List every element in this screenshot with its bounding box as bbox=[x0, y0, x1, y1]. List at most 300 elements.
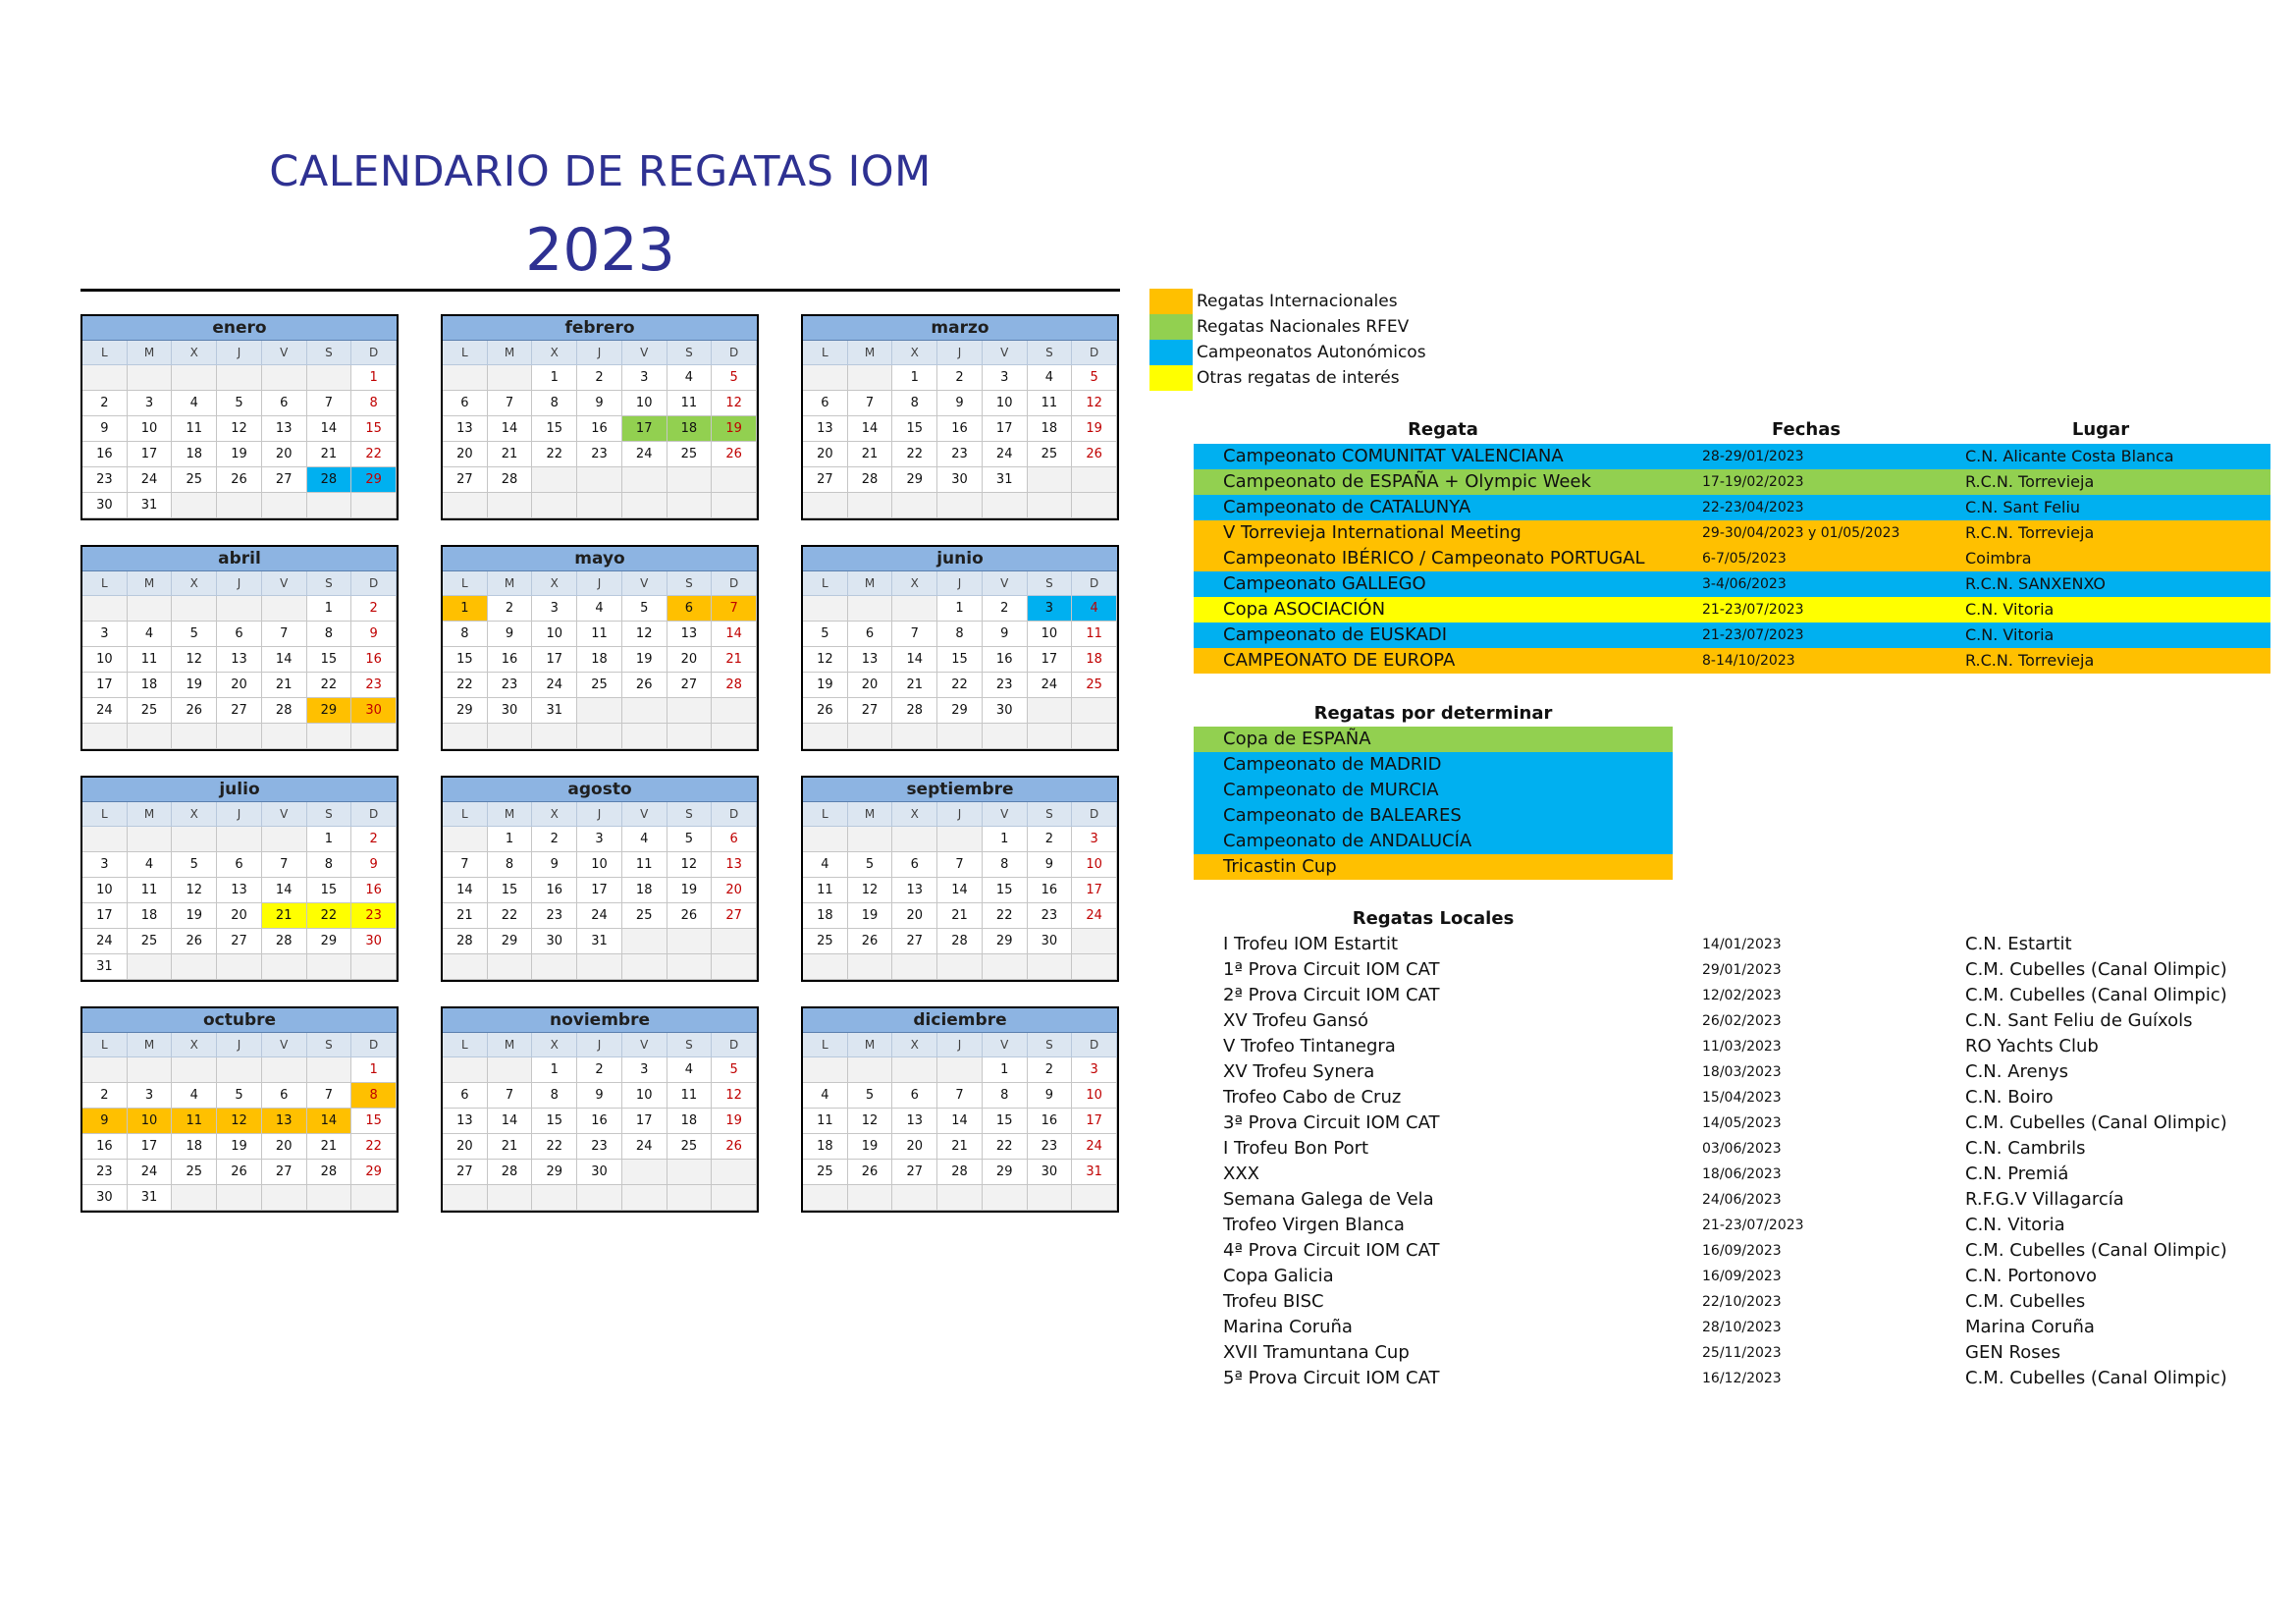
day-cell: 9 bbox=[577, 1083, 622, 1109]
empty-day-cell bbox=[217, 493, 262, 518]
day-cell: 22 bbox=[351, 1134, 397, 1160]
empty-day-cell bbox=[1028, 467, 1073, 493]
month-days-grid bbox=[803, 1033, 1117, 1211]
day-cell: 4 bbox=[622, 827, 667, 852]
day-cell: 29 bbox=[937, 698, 983, 724]
day-cell: 27 bbox=[443, 467, 488, 493]
day-cell: 7 bbox=[937, 1083, 983, 1109]
empty-day-cell bbox=[172, 365, 217, 391]
empty-day-cell bbox=[712, 929, 757, 954]
regatta-place: R.C.N. SANXENXO bbox=[1965, 574, 2106, 593]
regatta-place: C.N. Sant Feliu de Guíxols bbox=[1965, 1010, 2193, 1031]
day-cell: 4 bbox=[128, 622, 173, 647]
day-cell: 30 bbox=[1028, 1160, 1073, 1185]
weekday-header: X bbox=[532, 341, 577, 365]
day-cell: 16 bbox=[937, 416, 983, 442]
empty-day-cell bbox=[892, 827, 937, 852]
day-cell: 25 bbox=[803, 1160, 848, 1185]
month-days-grid bbox=[443, 802, 757, 980]
empty-day-cell bbox=[488, 954, 533, 980]
empty-day-cell bbox=[577, 467, 622, 493]
weekday-header: L bbox=[803, 571, 848, 596]
empty-day-cell bbox=[937, 724, 983, 749]
empty-day-cell bbox=[82, 1057, 128, 1083]
empty-day-cell bbox=[488, 1057, 533, 1083]
weekday-header: J bbox=[937, 571, 983, 596]
empty-day-cell bbox=[307, 724, 352, 749]
local-regatta-row bbox=[1194, 983, 2270, 1008]
header-regata: Regata bbox=[1408, 419, 1478, 440]
legend-item bbox=[1149, 314, 1426, 340]
weekday-header: S bbox=[307, 341, 352, 365]
empty-day-cell bbox=[712, 493, 757, 518]
month-days-grid bbox=[803, 341, 1117, 518]
day-cell: 22 bbox=[983, 903, 1028, 929]
day-cell: 28 bbox=[937, 1160, 983, 1185]
regatta-name: V Torrevieja International Meeting bbox=[1223, 522, 1522, 543]
pending-regatta-row bbox=[1194, 752, 1673, 778]
regatta-row bbox=[1194, 546, 2270, 571]
weekday-header: M bbox=[848, 1033, 893, 1057]
empty-day-cell bbox=[172, 954, 217, 980]
empty-day-cell bbox=[1028, 954, 1073, 980]
weekday-header: D bbox=[351, 571, 397, 596]
month-days-grid bbox=[82, 802, 397, 980]
local-regatta-row bbox=[1194, 1187, 2270, 1213]
day-cell: 25 bbox=[172, 1160, 217, 1185]
empty-day-cell bbox=[262, 1185, 307, 1211]
day-cell: 13 bbox=[262, 1109, 307, 1134]
day-cell: 20 bbox=[262, 1134, 307, 1160]
month-calendar bbox=[801, 314, 1119, 520]
day-cell: 8 bbox=[307, 852, 352, 878]
empty-day-cell bbox=[1072, 929, 1117, 954]
regatta-place: R.C.N. Torrevieja bbox=[1965, 523, 2095, 542]
day-cell: 27 bbox=[262, 467, 307, 493]
day-cell: 17 bbox=[1028, 647, 1073, 673]
weekday-header: D bbox=[351, 341, 397, 365]
regatta-date: 25/11/2023 bbox=[1702, 1345, 1782, 1361]
day-cell: 13 bbox=[803, 416, 848, 442]
day-cell: 1 bbox=[307, 596, 352, 622]
legend-label: Regatas Internacionales bbox=[1197, 292, 1398, 311]
weekday-header: J bbox=[577, 571, 622, 596]
empty-day-cell bbox=[892, 1185, 937, 1211]
empty-day-cell bbox=[443, 493, 488, 518]
weekday-header: S bbox=[667, 1033, 713, 1057]
empty-day-cell bbox=[577, 724, 622, 749]
weekday-header: S bbox=[667, 571, 713, 596]
day-cell: 10 bbox=[622, 391, 667, 416]
empty-day-cell bbox=[983, 493, 1028, 518]
regatta-name: XXX bbox=[1223, 1164, 1259, 1184]
day-cell: 15 bbox=[532, 416, 577, 442]
day-cell: 14 bbox=[712, 622, 757, 647]
header-lugar: Lugar bbox=[2071, 419, 2130, 440]
weekday-header: D bbox=[712, 802, 757, 827]
empty-day-cell bbox=[262, 724, 307, 749]
day-cell: 17 bbox=[577, 878, 622, 903]
day-cell: 16 bbox=[983, 647, 1028, 673]
empty-day-cell bbox=[983, 1185, 1028, 1211]
day-cell: 26 bbox=[217, 467, 262, 493]
regatta-row bbox=[1194, 623, 2270, 648]
day-cell: 14 bbox=[307, 1109, 352, 1134]
empty-day-cell bbox=[803, 596, 848, 622]
empty-day-cell bbox=[351, 493, 397, 518]
day-cell: 21 bbox=[262, 673, 307, 698]
day-cell: 27 bbox=[892, 929, 937, 954]
month-calendar bbox=[801, 1006, 1119, 1213]
day-cell: 7 bbox=[892, 622, 937, 647]
day-cell: 14 bbox=[443, 878, 488, 903]
empty-day-cell bbox=[443, 827, 488, 852]
weekday-header: S bbox=[667, 802, 713, 827]
day-cell: 29 bbox=[307, 929, 352, 954]
legend-item bbox=[1149, 340, 1426, 365]
empty-day-cell bbox=[217, 365, 262, 391]
day-cell: 25 bbox=[172, 467, 217, 493]
day-cell: 28 bbox=[262, 929, 307, 954]
day-cell: 15 bbox=[351, 1109, 397, 1134]
day-cell: 12 bbox=[217, 1109, 262, 1134]
empty-day-cell bbox=[307, 954, 352, 980]
day-cell: 31 bbox=[128, 1185, 173, 1211]
empty-day-cell bbox=[82, 365, 128, 391]
empty-day-cell bbox=[532, 724, 577, 749]
day-cell: 13 bbox=[443, 416, 488, 442]
regatta-place: R.C.N. Torrevieja bbox=[1965, 472, 2095, 491]
weekday-header: X bbox=[892, 341, 937, 365]
day-cell: 8 bbox=[937, 622, 983, 647]
day-cell: 4 bbox=[172, 391, 217, 416]
day-cell: 21 bbox=[443, 903, 488, 929]
day-cell: 3 bbox=[128, 391, 173, 416]
day-cell: 8 bbox=[983, 852, 1028, 878]
day-cell: 4 bbox=[172, 1083, 217, 1109]
day-cell: 14 bbox=[307, 416, 352, 442]
weekday-header: M bbox=[848, 802, 893, 827]
day-cell: 9 bbox=[577, 391, 622, 416]
day-cell: 12 bbox=[667, 852, 713, 878]
regatta-row bbox=[1194, 597, 2270, 623]
regatta-date: 21-23/07/2023 bbox=[1702, 602, 1804, 618]
day-cell: 14 bbox=[848, 416, 893, 442]
day-cell: 13 bbox=[262, 416, 307, 442]
day-cell: 23 bbox=[351, 673, 397, 698]
day-cell: 24 bbox=[577, 903, 622, 929]
day-cell: 10 bbox=[128, 416, 173, 442]
day-cell: 29 bbox=[443, 698, 488, 724]
empty-day-cell bbox=[217, 1057, 262, 1083]
day-cell: 8 bbox=[532, 391, 577, 416]
empty-day-cell bbox=[128, 365, 173, 391]
day-cell: 6 bbox=[217, 622, 262, 647]
empty-day-cell bbox=[803, 493, 848, 518]
regatta-name: CAMPEONATO DE EUROPA bbox=[1223, 650, 1456, 671]
day-cell: 11 bbox=[1028, 391, 1073, 416]
day-cell: 19 bbox=[622, 647, 667, 673]
day-cell: 3 bbox=[532, 596, 577, 622]
regatta-date: 22/10/2023 bbox=[1702, 1294, 1782, 1310]
weekday-header: L bbox=[803, 802, 848, 827]
empty-day-cell bbox=[532, 493, 577, 518]
pending-regatta-row bbox=[1194, 829, 1673, 854]
day-cell: 30 bbox=[577, 1160, 622, 1185]
day-cell: 12 bbox=[712, 1083, 757, 1109]
empty-day-cell bbox=[443, 1185, 488, 1211]
day-cell: 29 bbox=[892, 467, 937, 493]
day-cell: 9 bbox=[532, 852, 577, 878]
regatta-place: RO Yachts Club bbox=[1965, 1036, 2099, 1056]
day-cell: 5 bbox=[1072, 365, 1117, 391]
weekday-header: S bbox=[667, 341, 713, 365]
regatta-name: 3ª Prova Circuit IOM CAT bbox=[1223, 1112, 1440, 1133]
month-days-grid bbox=[443, 1033, 757, 1211]
empty-day-cell bbox=[217, 954, 262, 980]
day-cell: 19 bbox=[803, 673, 848, 698]
day-cell: 18 bbox=[803, 903, 848, 929]
local-regatta-row bbox=[1194, 1264, 2270, 1289]
day-cell: 9 bbox=[937, 391, 983, 416]
day-cell: 2 bbox=[351, 596, 397, 622]
day-cell: 18 bbox=[1028, 416, 1073, 442]
weekday-header: M bbox=[848, 341, 893, 365]
day-cell: 7 bbox=[443, 852, 488, 878]
local-regatta-row bbox=[1194, 1213, 2270, 1238]
day-cell: 31 bbox=[128, 493, 173, 518]
empty-day-cell bbox=[622, 698, 667, 724]
day-cell: 23 bbox=[351, 903, 397, 929]
local-regatta-row bbox=[1194, 1085, 2270, 1110]
day-cell: 9 bbox=[488, 622, 533, 647]
day-cell: 22 bbox=[443, 673, 488, 698]
day-cell: 10 bbox=[532, 622, 577, 647]
day-cell: 2 bbox=[577, 365, 622, 391]
empty-day-cell bbox=[262, 365, 307, 391]
day-cell: 25 bbox=[128, 929, 173, 954]
day-cell: 10 bbox=[128, 1109, 173, 1134]
weekday-header: M bbox=[128, 802, 173, 827]
empty-day-cell bbox=[1072, 467, 1117, 493]
day-cell: 18 bbox=[667, 416, 713, 442]
day-cell: 26 bbox=[172, 698, 217, 724]
regatta-place: Marina Coruña bbox=[1965, 1317, 2095, 1337]
day-cell: 27 bbox=[803, 467, 848, 493]
day-cell: 23 bbox=[1028, 1134, 1073, 1160]
weekday-header: S bbox=[307, 571, 352, 596]
day-cell: 6 bbox=[667, 596, 713, 622]
day-cell: 23 bbox=[82, 467, 128, 493]
day-cell: 13 bbox=[217, 647, 262, 673]
regatta-name: Campeonato de CATALUNYA bbox=[1223, 497, 1471, 517]
day-cell: 5 bbox=[848, 1083, 893, 1109]
day-cell: 5 bbox=[848, 852, 893, 878]
day-cell: 24 bbox=[82, 929, 128, 954]
day-cell: 26 bbox=[1072, 442, 1117, 467]
empty-day-cell bbox=[488, 493, 533, 518]
regatta-place: C.M. Cubelles (Canal Olimpic) bbox=[1965, 959, 2227, 980]
regatta-name: Campeonato IBÉRICO / Campeonato PORTUGAL bbox=[1223, 548, 1645, 568]
day-cell: 24 bbox=[532, 673, 577, 698]
day-cell: 30 bbox=[82, 493, 128, 518]
day-cell: 9 bbox=[82, 1109, 128, 1134]
day-cell: 15 bbox=[937, 647, 983, 673]
empty-day-cell bbox=[307, 493, 352, 518]
day-cell: 26 bbox=[667, 903, 713, 929]
empty-day-cell bbox=[667, 929, 713, 954]
day-cell: 24 bbox=[128, 1160, 173, 1185]
legend-item bbox=[1149, 365, 1426, 391]
page-year: 2023 bbox=[525, 216, 675, 285]
day-cell: 20 bbox=[217, 673, 262, 698]
day-cell: 17 bbox=[622, 1109, 667, 1134]
empty-day-cell bbox=[667, 724, 713, 749]
day-cell: 9 bbox=[1028, 852, 1073, 878]
empty-day-cell bbox=[262, 827, 307, 852]
local-regatta-row bbox=[1194, 1136, 2270, 1162]
day-cell: 31 bbox=[577, 929, 622, 954]
weekday-header: D bbox=[1072, 1033, 1117, 1057]
legend bbox=[1149, 289, 1426, 391]
empty-day-cell bbox=[443, 365, 488, 391]
regatta-name: Trofeo Cabo de Cruz bbox=[1223, 1087, 1402, 1108]
regatta-row bbox=[1194, 469, 2270, 495]
day-cell: 2 bbox=[983, 596, 1028, 622]
weekday-header: L bbox=[82, 1033, 128, 1057]
empty-day-cell bbox=[1072, 724, 1117, 749]
day-cell: 22 bbox=[532, 442, 577, 467]
month-name: agosto bbox=[443, 778, 757, 802]
day-cell: 12 bbox=[848, 1109, 893, 1134]
weekday-header: V bbox=[622, 341, 667, 365]
day-cell: 15 bbox=[892, 416, 937, 442]
empty-day-cell bbox=[488, 724, 533, 749]
day-cell: 18 bbox=[577, 647, 622, 673]
empty-day-cell bbox=[262, 596, 307, 622]
regatta-place: C.M. Cubelles (Canal Olimpic) bbox=[1965, 1368, 2227, 1388]
weekday-header: S bbox=[1028, 571, 1073, 596]
day-cell: 21 bbox=[848, 442, 893, 467]
day-cell: 28 bbox=[262, 698, 307, 724]
day-cell: 30 bbox=[937, 467, 983, 493]
day-cell: 6 bbox=[262, 391, 307, 416]
day-cell: 8 bbox=[351, 391, 397, 416]
day-cell: 14 bbox=[262, 647, 307, 673]
regatta-date: 8-14/10/2023 bbox=[1702, 653, 1795, 669]
day-cell: 20 bbox=[217, 903, 262, 929]
day-cell: 11 bbox=[128, 878, 173, 903]
month-calendar bbox=[441, 1006, 759, 1213]
empty-day-cell bbox=[577, 954, 622, 980]
regatta-name: XVII Tramuntana Cup bbox=[1223, 1342, 1410, 1363]
regatta-place: C.M. Cubelles (Canal Olimpic) bbox=[1965, 1112, 2227, 1133]
day-cell: 6 bbox=[217, 852, 262, 878]
regatta-place: C.M. Cubelles (Canal Olimpic) bbox=[1965, 985, 2227, 1005]
day-cell: 29 bbox=[532, 1160, 577, 1185]
day-cell: 18 bbox=[128, 673, 173, 698]
empty-day-cell bbox=[1028, 724, 1073, 749]
day-cell: 26 bbox=[172, 929, 217, 954]
empty-day-cell bbox=[848, 596, 893, 622]
month-days-grid bbox=[443, 571, 757, 749]
regatta-date: 18/06/2023 bbox=[1702, 1166, 1782, 1182]
regatta-place: C.N. Vitoria bbox=[1965, 625, 2055, 644]
empty-day-cell bbox=[1072, 493, 1117, 518]
day-cell: 15 bbox=[532, 1109, 577, 1134]
day-cell: 14 bbox=[937, 878, 983, 903]
regatta-date: 11/03/2023 bbox=[1702, 1039, 1782, 1055]
day-cell: 7 bbox=[848, 391, 893, 416]
day-cell: 16 bbox=[532, 878, 577, 903]
day-cell: 11 bbox=[803, 1109, 848, 1134]
day-cell: 2 bbox=[1028, 1057, 1073, 1083]
day-cell: 25 bbox=[577, 673, 622, 698]
day-cell: 24 bbox=[82, 698, 128, 724]
day-cell: 1 bbox=[983, 827, 1028, 852]
day-cell: 17 bbox=[128, 1134, 173, 1160]
month-name: febrero bbox=[443, 316, 757, 341]
day-cell: 17 bbox=[532, 647, 577, 673]
day-cell: 21 bbox=[307, 442, 352, 467]
local-regatta-row bbox=[1194, 957, 2270, 983]
day-cell: 17 bbox=[128, 442, 173, 467]
day-cell: 12 bbox=[1072, 391, 1117, 416]
day-cell: 25 bbox=[1072, 673, 1117, 698]
empty-day-cell bbox=[82, 596, 128, 622]
day-cell: 18 bbox=[172, 1134, 217, 1160]
day-cell: 6 bbox=[443, 391, 488, 416]
day-cell: 19 bbox=[848, 1134, 893, 1160]
weekday-header: M bbox=[128, 341, 173, 365]
day-cell: 10 bbox=[983, 391, 1028, 416]
day-cell: 2 bbox=[82, 391, 128, 416]
day-cell: 26 bbox=[217, 1160, 262, 1185]
regatta-row bbox=[1194, 495, 2270, 520]
local-regatta-row bbox=[1194, 1008, 2270, 1034]
empty-day-cell bbox=[667, 698, 713, 724]
empty-day-cell bbox=[803, 365, 848, 391]
weekday-header: X bbox=[892, 571, 937, 596]
empty-day-cell bbox=[622, 929, 667, 954]
weekday-header: V bbox=[983, 571, 1028, 596]
day-cell: 1 bbox=[443, 596, 488, 622]
regatta-date: 28/10/2023 bbox=[1702, 1320, 1782, 1335]
regatta-name: Campeonato de ANDALUCÍA bbox=[1223, 831, 1472, 851]
weekday-header: V bbox=[622, 1033, 667, 1057]
empty-day-cell bbox=[82, 724, 128, 749]
day-cell: 30 bbox=[351, 929, 397, 954]
day-cell: 21 bbox=[937, 903, 983, 929]
weekday-header: D bbox=[1072, 571, 1117, 596]
empty-day-cell bbox=[217, 1185, 262, 1211]
day-cell: 23 bbox=[532, 903, 577, 929]
legend-label: Otras regatas de interés bbox=[1197, 368, 1400, 388]
legend-swatch-nat bbox=[1149, 314, 1193, 340]
day-cell: 10 bbox=[1028, 622, 1073, 647]
month-days-grid bbox=[82, 571, 397, 749]
day-cell: 14 bbox=[488, 416, 533, 442]
regatta-name: Trofeo Virgen Blanca bbox=[1223, 1215, 1405, 1235]
day-cell: 22 bbox=[351, 442, 397, 467]
day-cell: 8 bbox=[488, 852, 533, 878]
day-cell: 29 bbox=[983, 1160, 1028, 1185]
empty-day-cell bbox=[667, 954, 713, 980]
month-days-grid bbox=[82, 1033, 397, 1211]
empty-day-cell bbox=[1028, 698, 1073, 724]
month-name: septiembre bbox=[803, 778, 1117, 802]
day-cell: 4 bbox=[128, 852, 173, 878]
